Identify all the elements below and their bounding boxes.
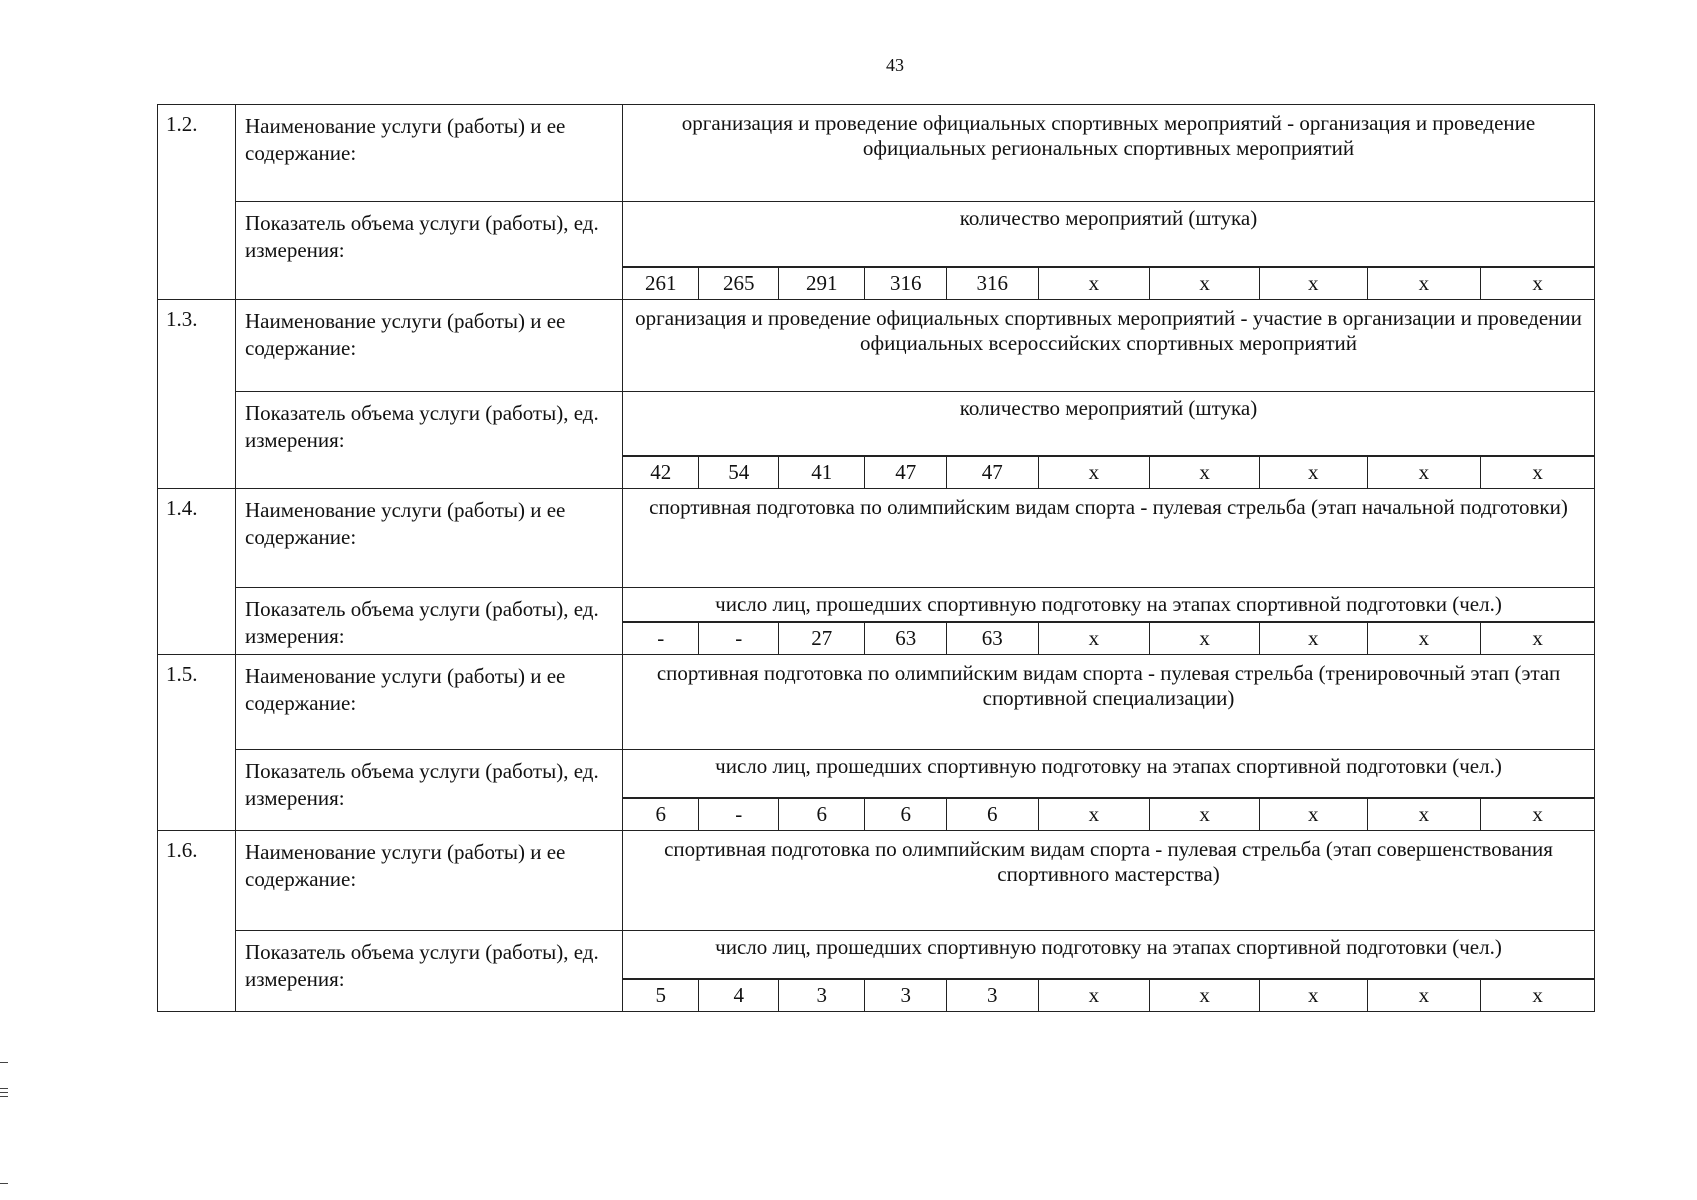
values-cell-group — [623, 621, 1595, 655]
value-cell: 63 — [946, 623, 1038, 655]
values-grid — [623, 622, 1594, 654]
value-cell: 5 — [623, 980, 699, 1012]
service-name-label: Наименование услуги (работы) и ее содержание: — [236, 831, 623, 931]
value-cell: x — [1259, 268, 1367, 300]
value-cell: x — [1367, 799, 1481, 831]
values-grid — [623, 267, 1594, 299]
value-cell: 47 — [946, 457, 1038, 489]
value-cell: x — [1150, 799, 1260, 831]
indicator-label: Показатель объема услуги (работы), ед. измерения: — [236, 588, 623, 655]
value-cell: x — [1481, 980, 1594, 1012]
value-cell: 291 — [778, 268, 865, 300]
value-cell: x — [1259, 457, 1367, 489]
scan-edge-mark — [0, 1183, 8, 1184]
value-cell: x — [1481, 799, 1594, 831]
indicator-row — [158, 931, 1595, 979]
service-name-value: спортивная подготовка по олимпийским видам спорта - пулевая стрельба (этап совершенствования спортивного мастерства) — [623, 831, 1595, 931]
value-cell: 4 — [699, 980, 778, 1012]
value-cell: x — [1038, 980, 1150, 1012]
page-number: 43 — [886, 55, 904, 75]
values-cell-group — [623, 456, 1595, 489]
service-row — [158, 300, 1595, 392]
value-cell: 3 — [778, 980, 865, 1012]
value-cell: x — [1259, 799, 1367, 831]
value-cell: x — [1038, 268, 1150, 300]
value-cell: 6 — [778, 799, 865, 831]
value-cell: 27 — [778, 623, 865, 655]
value-cell: x — [1259, 623, 1367, 655]
scan-edge-mark — [0, 1096, 8, 1097]
indicator-value: число лиц, прошедших спортивную подготовку на этапах спортивной подготовки (чел.) — [623, 588, 1595, 622]
indicator-row — [158, 392, 1595, 456]
value-cell: x — [1150, 268, 1260, 300]
indicator-value: количество мероприятий (штука) — [623, 392, 1595, 456]
indicator-row — [158, 202, 1595, 267]
value-cell: 3 — [946, 980, 1038, 1012]
row-number: 1.3. — [158, 300, 236, 489]
value-cell: 63 — [865, 623, 947, 655]
value-cell: - — [699, 623, 778, 655]
row-number: 1.4. — [158, 489, 236, 655]
value-cell: x — [1367, 268, 1481, 300]
row-number: 1.2. — [158, 105, 236, 300]
service-name-label: Наименование услуги (работы) и ее содержание: — [236, 105, 623, 202]
value-cell: x — [1481, 623, 1594, 655]
service-row — [158, 831, 1595, 931]
value-cell: x — [1150, 623, 1260, 655]
value-cell: - — [623, 623, 699, 655]
value-cell: 261 — [623, 268, 699, 300]
services-table — [157, 104, 1595, 1012]
value-cell: 3 — [865, 980, 947, 1012]
value-cell: x — [1038, 623, 1150, 655]
value-cell: 54 — [699, 457, 778, 489]
indicator-row — [158, 588, 1595, 622]
service-name-label: Наименование услуги (работы) и ее содержание: — [236, 655, 623, 750]
value-cell: x — [1367, 457, 1481, 489]
value-cell: 6 — [865, 799, 947, 831]
indicator-label: Показатель объема услуги (работы), ед. измерения: — [236, 931, 623, 1012]
value-cell: x — [1150, 457, 1260, 489]
service-row — [158, 105, 1595, 202]
value-cell: 41 — [778, 457, 865, 489]
indicator-value: количество мероприятий (штука) — [623, 202, 1595, 267]
scan-edge-mark — [0, 1088, 8, 1089]
values-grid — [623, 456, 1594, 488]
values-cell-group — [623, 979, 1595, 1012]
value-cell: 47 — [865, 457, 947, 489]
scan-edge-mark — [0, 1062, 8, 1063]
indicator-label: Показатель объема услуги (работы), ед. измерения: — [236, 392, 623, 489]
service-row — [158, 489, 1595, 588]
indicator-label: Показатель объема услуги (работы), ед. измерения: — [236, 202, 623, 300]
service-name-value: спортивная подготовка по олимпийским видам спорта - пулевая стрельба (тренировочный этап (этап спортивной специализации) — [623, 655, 1595, 750]
value-cell: x — [1259, 980, 1367, 1012]
service-name-label: Наименование услуги (работы) и ее содержание: — [236, 300, 623, 392]
value-cell: - — [699, 799, 778, 831]
indicator-value: число лиц, прошедших спортивную подготовку на этапах спортивной подготовки (чел.) — [623, 750, 1595, 798]
service-name-value: организация и проведение официальных спортивных мероприятий - участие в организации и проведении официальных всероссийских спортивных мероприятий — [623, 300, 1595, 392]
value-cell: x — [1038, 799, 1150, 831]
value-cell: 6 — [946, 799, 1038, 831]
values-grid — [623, 798, 1594, 830]
value-cell: x — [1038, 457, 1150, 489]
value-cell: x — [1481, 457, 1594, 489]
values-grid — [623, 979, 1594, 1011]
row-number: 1.6. — [158, 831, 236, 1012]
value-cell: x — [1481, 268, 1594, 300]
value-cell: x — [1367, 623, 1481, 655]
value-cell: 316 — [865, 268, 947, 300]
value-cell: 265 — [699, 268, 778, 300]
value-cell: x — [1367, 980, 1481, 1012]
value-cell: 42 — [623, 457, 699, 489]
row-number: 1.5. — [158, 655, 236, 831]
service-name-value: спортивная подготовка по олимпийским видам спорта - пулевая стрельба (этап начальной подготовки) — [623, 489, 1595, 588]
service-name-label: Наименование услуги (работы) и ее содержание: — [236, 489, 623, 588]
indicator-label: Показатель объема услуги (работы), ед. измерения: — [236, 750, 623, 831]
values-cell-group — [623, 798, 1595, 831]
value-cell: x — [1150, 980, 1260, 1012]
values-cell-group — [623, 267, 1595, 300]
service-name-value: организация и проведение официальных спортивных мероприятий - организация и проведение официальных региональных спортивных мероприятий — [623, 105, 1595, 202]
scan-edge-mark — [0, 1092, 8, 1093]
indicator-value: число лиц, прошедших спортивную подготовку на этапах спортивной подготовки (чел.) — [623, 931, 1595, 979]
value-cell: 6 — [623, 799, 699, 831]
indicator-row — [158, 750, 1595, 798]
value-cell: 316 — [946, 268, 1038, 300]
service-row — [158, 655, 1595, 750]
